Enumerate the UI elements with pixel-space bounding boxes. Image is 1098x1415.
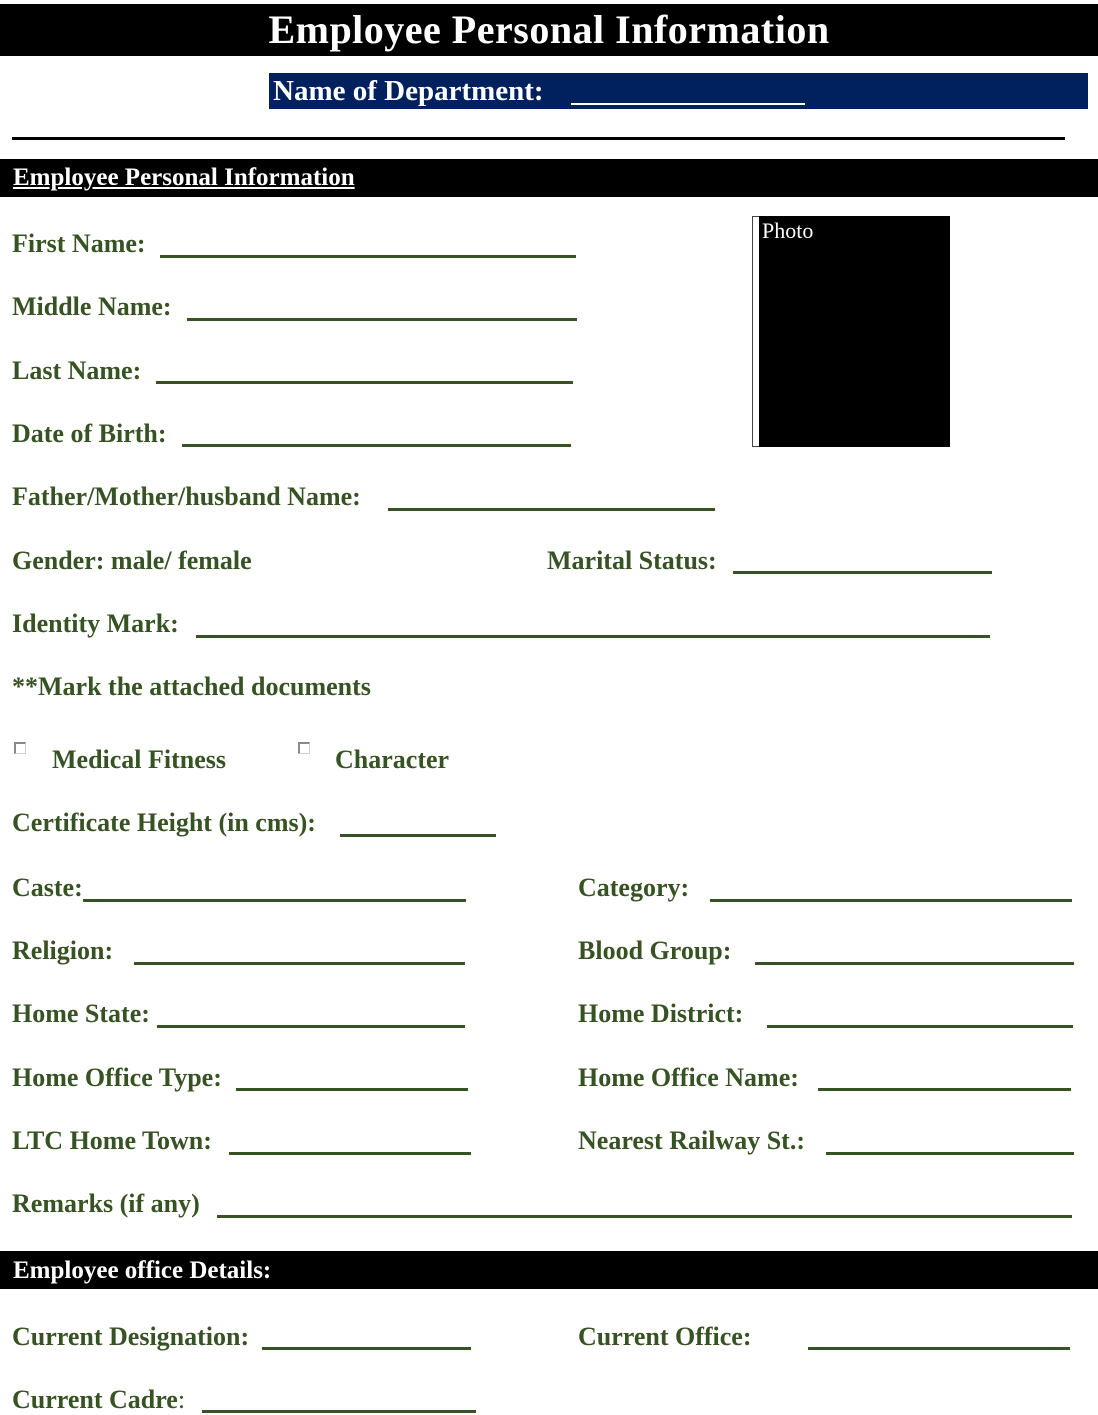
nearest-railway-label: Nearest Railway St.:	[578, 1126, 805, 1155]
documents-note: **Mark the attached documents	[12, 672, 371, 701]
medical-fitness-label: Medical Fitness	[52, 745, 227, 774]
character-label: Character	[335, 745, 450, 774]
photo-box[interactable]	[752, 216, 950, 447]
religion-label: Religion:	[12, 936, 114, 965]
blood-group-label: Blood Group:	[578, 936, 732, 965]
home-district-label: Home District:	[578, 999, 744, 1028]
height-field[interactable]	[340, 834, 496, 837]
department-label: Name of Department:	[273, 75, 544, 107]
home-office-name-label: Home Office Name:	[578, 1063, 799, 1092]
first-name-field[interactable]	[160, 255, 576, 258]
current-cadre-colon: :	[177, 1385, 186, 1414]
home-office-type-field[interactable]	[236, 1088, 468, 1091]
section-title-office: Employee office Details:	[13, 1257, 272, 1284]
guardian-name-label: Father/Mother/husband Name:	[12, 482, 361, 511]
current-designation-label: Current Designation:	[12, 1322, 250, 1351]
department-field[interactable]	[571, 103, 805, 105]
guardian-name-field[interactable]	[388, 508, 715, 511]
medical-fitness-checkbox[interactable]	[14, 742, 26, 754]
home-state-field[interactable]	[157, 1025, 465, 1028]
current-designation-field[interactable]	[262, 1347, 471, 1350]
height-label: Certificate Height (in cms):	[12, 808, 316, 837]
divider-rule	[12, 137, 1065, 140]
ltc-home-town-label: LTC Home Town:	[12, 1126, 212, 1155]
caste-label: Caste:	[12, 873, 83, 902]
home-district-field[interactable]	[767, 1025, 1073, 1028]
form-title: Employee Personal Information	[268, 7, 830, 52]
nearest-railway-field[interactable]	[826, 1152, 1074, 1155]
identity-mark-label: Identity Mark:	[12, 609, 179, 638]
section-title-personal: Employee Personal Information	[13, 164, 355, 191]
home-office-type-label: Home Office Type:	[12, 1063, 222, 1092]
marital-status-field[interactable]	[733, 571, 992, 574]
remarks-label: Remarks (if any)	[12, 1189, 200, 1218]
middle-name-label: Middle Name:	[12, 292, 172, 321]
dob-label: Date of Birth:	[12, 419, 167, 448]
department-box	[269, 73, 1088, 109]
ltc-home-town-field[interactable]	[229, 1152, 471, 1155]
first-name-label: First Name:	[12, 229, 146, 258]
current-office-field[interactable]	[808, 1347, 1070, 1350]
category-label: Category:	[578, 873, 690, 902]
character-checkbox[interactable]	[298, 742, 310, 754]
blood-group-field[interactable]	[755, 962, 1074, 965]
middle-name-field[interactable]	[187, 318, 577, 321]
gender-label: Gender: male/ female	[12, 546, 252, 575]
photo-label: Photo	[762, 218, 814, 243]
current-office-label: Current Office:	[578, 1322, 752, 1351]
caste-field[interactable]	[83, 899, 466, 902]
last-name-field[interactable]	[156, 381, 573, 384]
remarks-field[interactable]	[217, 1215, 1072, 1218]
dob-field[interactable]	[182, 444, 571, 447]
religion-field[interactable]	[134, 962, 465, 965]
marital-status-label: Marital Status:	[547, 546, 717, 575]
home-state-label: Home State:	[12, 999, 150, 1028]
category-field[interactable]	[710, 899, 1072, 902]
current-cadre-text: Current Cadre	[12, 1385, 178, 1414]
identity-mark-field[interactable]	[196, 635, 990, 638]
current-cadre-label	[12, 1385, 185, 1415]
last-name-label: Last Name:	[12, 356, 142, 385]
home-office-name-field[interactable]	[818, 1088, 1071, 1091]
